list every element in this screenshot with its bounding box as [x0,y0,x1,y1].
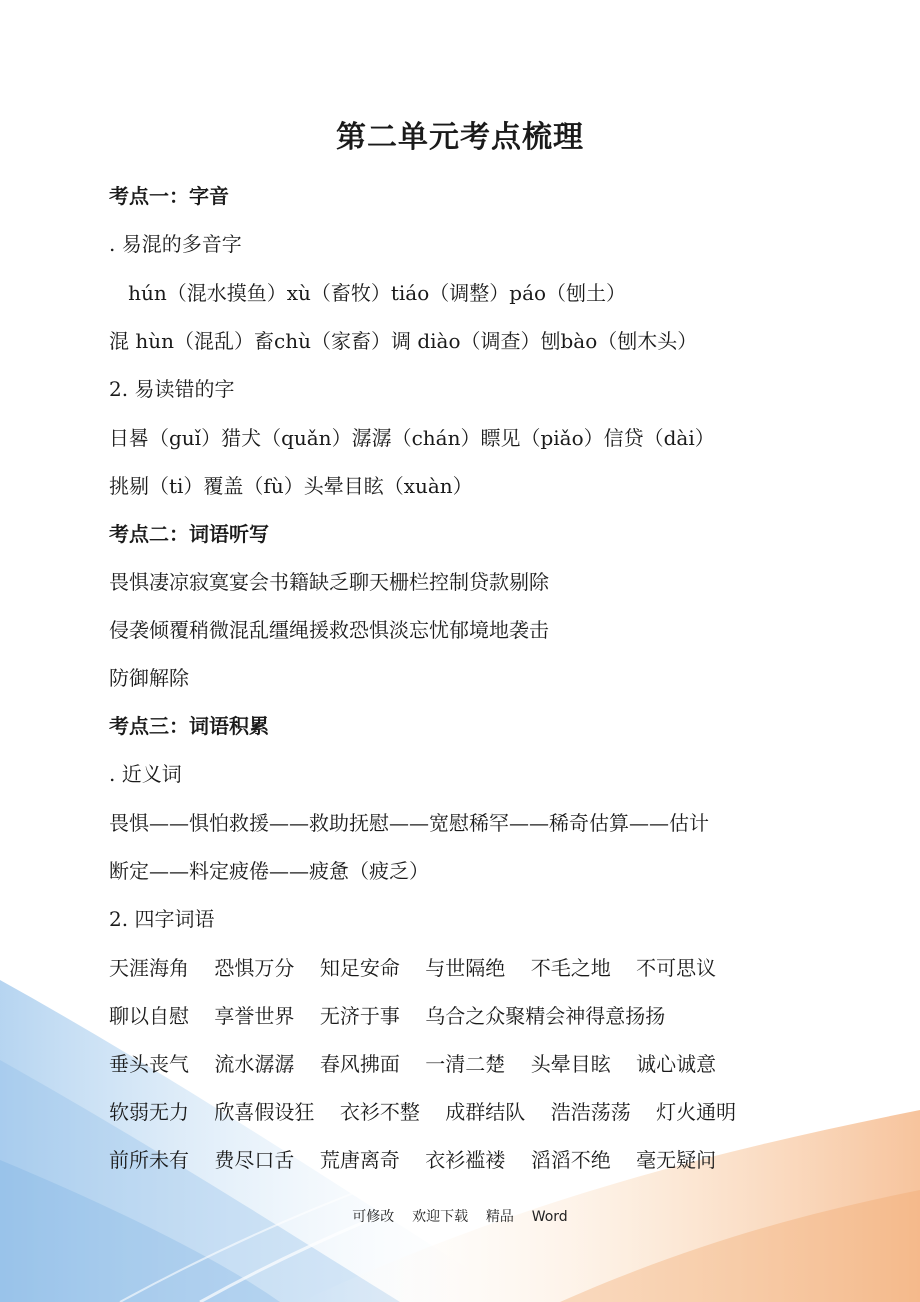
text-line: 混 hùn（混乱）畜chù（家畜）调 diào（调查）刨bào（刨木头） [109,329,698,353]
text-line: 断定——料定疲倦——疲惫（疲乏） [109,859,429,883]
idiom-row: 天涯海角 恐惧万分 知足安命 与世隔绝 不毛之地 不可思议 [109,956,717,980]
idiom-row: 聊以自慰 享誉世界 无济于事 乌合之众聚精会神得意扬扬 [109,1004,666,1028]
subheading-synonyms: . 近义词 [109,762,182,786]
idiom-row: 软弱无力 欣喜假设狂 衣衫不整 成群结队 浩浩荡荡 灯火通明 [109,1100,737,1124]
text-line: 防御解除 [109,666,189,690]
text-line: 畏惧凄凉寂寞宴会书籍缺乏聊天栅栏控制贷款剔除 [109,570,549,594]
text-line: 畏惧——惧怕救援——救助抚慰——宽慰稀罕——稀奇估算——估计 [109,811,709,835]
text-line: hún（混水摸鱼）xù（畜牧）tiáo（调整）páo（刨土） [109,281,627,305]
text-line: 挑剔（ti）覆盖（fù）头晕目眩（xuàn） [109,474,473,498]
page-title: 第二单元考点梳理 [336,120,584,155]
text-line: 日晷（guǐ）猎犬（quǎn）潺潺（chán）瞟见（piǎo）信贷（dài） [109,426,715,450]
idiom-row: 前所未有 费尽口舌 荒唐离奇 衣衫褴褛 滔滔不绝 毫无疑问 [109,1148,717,1172]
subheading-misread: 2. 易读错的字 [109,377,235,401]
section-heading-vocabulary: 考点三：词语积累 [109,714,269,738]
idiom-row: 垂头丧气 流水潺潺 春风拂面 一清二楚 头晕目眩 诚心诚意 [109,1052,717,1076]
section-heading-dictation: 考点二：词语听写 [109,522,269,546]
subheading-polyphonic: . 易混的多音字 [109,232,242,256]
footer-note: 可修改 欢迎下载 精品 Word [352,1209,568,1225]
text-line: 侵袭倾覆稍微混乱缰绳援救恐惧淡忘忧郁境地袭击 [109,618,549,642]
section-heading-pronunciation: 考点一：字音 [109,184,229,208]
subheading-idioms: 2. 四字词语 [109,907,215,931]
